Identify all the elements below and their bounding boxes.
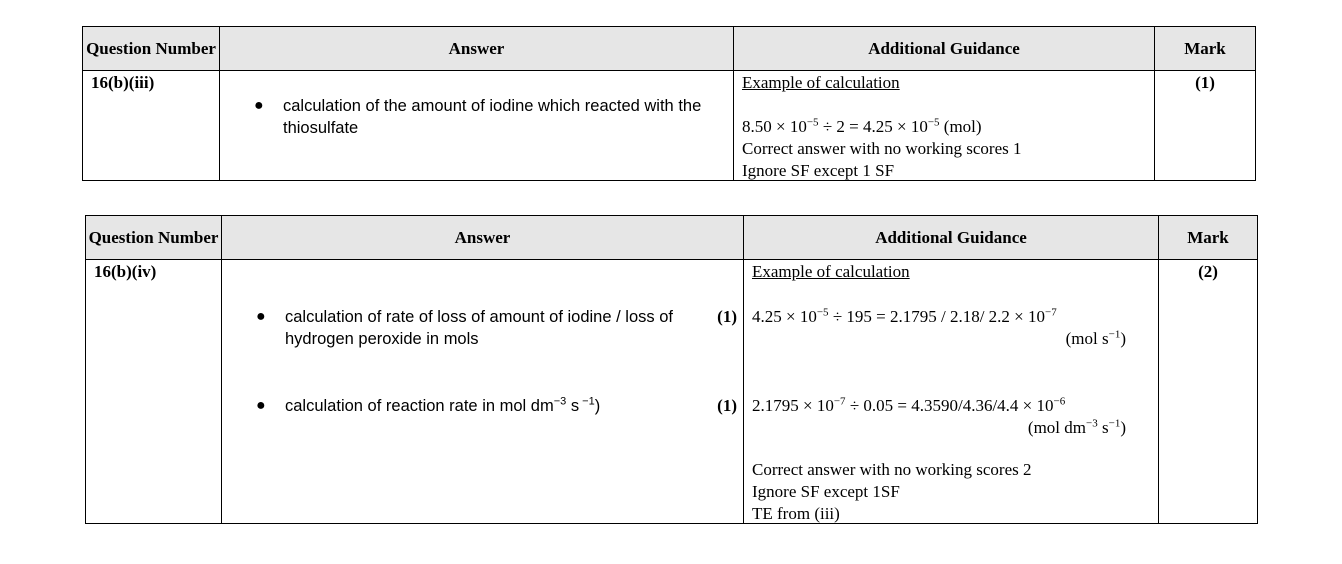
table-row <box>83 71 1256 181</box>
guidance-heading: Example of calculation <box>752 262 910 281</box>
guidance-cell <box>744 260 1159 524</box>
question-number-header: Question Number <box>86 216 222 260</box>
mark-header: Mark <box>1155 27 1256 71</box>
question-number: 16(b)(iii) <box>83 71 220 181</box>
bullet-icon: ● <box>256 397 266 414</box>
calculation-unit: (mol $s^{-1}$) <box>1065 328 1126 348</box>
question-number: 16(b)(iv) <box>86 260 222 524</box>
calculation-unit: (mol $dm^{-3}$ $s^{-1}$) <box>1027 417 1126 437</box>
calculation: $4.25 \times 10^{-5} \div 195 = 2.1795 / 2.18/$ $2.2 \times 10^{-7}$ <box>752 306 1057 326</box>
mark-value: (1) <box>1155 71 1256 181</box>
calculation: $2.1795 \times 10^{-7} \div 0.05 = 4.3590/4.36/4.4 \times 10^{-6}$ <box>752 395 1066 415</box>
bullet-icon: ● <box>254 97 264 114</box>
answer-text: calculation of rate of loss of amount of iodine / loss of hydrogen peroxide in mols <box>285 308 673 348</box>
answer-header: Answer <box>220 27 734 71</box>
header-row <box>86 216 1258 260</box>
header-row <box>83 27 1256 71</box>
guidance-note: Ignore SF except 1SF <box>752 482 900 501</box>
guidance-cell <box>734 71 1155 181</box>
guidance-note: Correct answer with no working scores 1 <box>742 139 1022 158</box>
bullet-mark: (1) <box>717 396 737 415</box>
mark-scheme-table-2 <box>85 215 1258 524</box>
mark-value: (2) <box>1159 260 1258 524</box>
guidance-note: Correct answer with no working scores 2 <box>752 460 1032 479</box>
table-row <box>86 260 1258 524</box>
answer-cell <box>220 71 734 181</box>
answer-text: calculation of reaction rate in mol $dm^{-3}$ s $^{-1}$) <box>285 395 601 415</box>
question-number-header: Question Number <box>83 27 220 71</box>
calculation: $8.50 \times 10^{-5} \div 2 = 4.25 \times 10^{-5}$ (mol) <box>742 116 982 136</box>
guidance-header: Additional Guidance <box>744 216 1159 260</box>
bullet-mark: (1) <box>717 307 737 326</box>
guidance-heading: Example of calculation <box>742 73 900 92</box>
answer-header: Answer <box>222 216 744 260</box>
guidance-note: TE from (iii) <box>752 504 840 523</box>
guidance-note: Ignore SF except 1 SF <box>742 161 895 180</box>
answer-cell <box>222 260 744 524</box>
bullet-icon: ● <box>256 308 266 325</box>
answer-text: calculation of the amount of iodine which reacted with the thiosulfate <box>283 97 702 137</box>
mark-scheme-table-1 <box>82 26 1256 181</box>
mark-header: Mark <box>1159 216 1258 260</box>
guidance-header: Additional Guidance <box>734 27 1155 71</box>
